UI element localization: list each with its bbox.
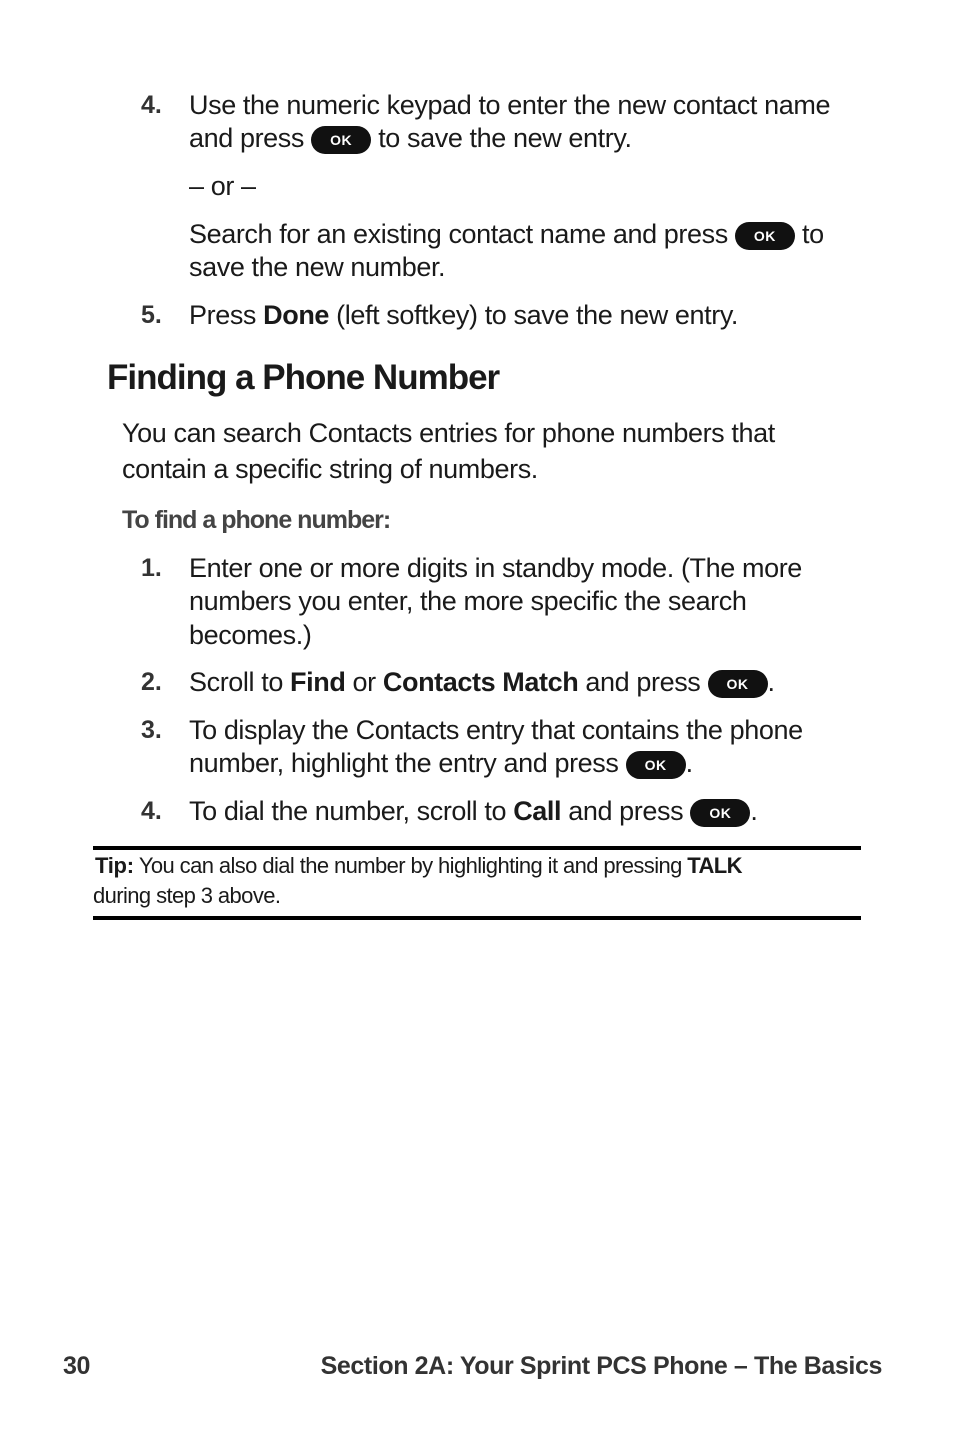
- step-text-part: Press: [189, 300, 257, 330]
- menu-option-label: Contacts Match: [382, 667, 579, 697]
- section-heading: Finding a Phone Number: [107, 358, 500, 397]
- ok-key-icon: OK: [626, 751, 686, 779]
- tip-text: during step 3 above.: [93, 883, 281, 908]
- step-text: save the new number.: [189, 252, 446, 282]
- tip-text: [95, 851, 742, 881]
- step-text-part: .: [685, 748, 693, 778]
- step-text-part: (left softkey) to save the new entry.: [336, 300, 739, 330]
- menu-option-label: Find: [290, 667, 346, 697]
- step-text: [189, 746, 693, 780]
- softkey-label: Done: [263, 300, 330, 330]
- step-text-part: .: [750, 796, 758, 826]
- tip-bottom-rule: [93, 916, 861, 920]
- step-text: [189, 665, 775, 699]
- step-number: 1.: [141, 554, 162, 582]
- step-text: Use the numeric keypad to enter the new contact name: [189, 90, 831, 120]
- ok-key-icon: OK: [708, 670, 768, 698]
- step-number: 4.: [141, 91, 162, 119]
- step-text-part: to: [802, 219, 824, 249]
- step-text-part: Scroll to: [189, 667, 283, 697]
- step-text: numbers you enter, the more specific the search: [189, 586, 747, 616]
- step-text: To display the Contacts entry that contains the phone: [189, 715, 803, 745]
- intro-text: contain a specific string of numbers.: [122, 454, 538, 484]
- or-separator: – or –: [189, 171, 256, 201]
- step-text: [189, 298, 738, 332]
- talk-key-label: TALK: [687, 853, 742, 878]
- tip-top-rule: [93, 846, 861, 850]
- step-text: [189, 121, 632, 155]
- step-text: [189, 217, 824, 251]
- tip-label: Tip:: [95, 853, 134, 878]
- menu-option-label: Call: [513, 796, 562, 826]
- ok-key-icon: OK: [735, 222, 795, 250]
- intro-text: You can search Contacts entries for phone numbers that: [122, 418, 775, 448]
- step-text-part: or: [352, 667, 376, 697]
- step-number: 3.: [141, 716, 162, 744]
- step-text-part: .: [767, 667, 775, 697]
- step-number: 4.: [141, 797, 162, 825]
- step-text-part: and press: [568, 796, 684, 826]
- step-text-part: to save the new entry.: [378, 123, 632, 153]
- step-number: 2.: [141, 668, 162, 696]
- tip-text-part: You can also dial the number by highlighting it and pressing: [138, 853, 682, 878]
- step-text: Enter one or more digits in standby mode. (The more: [189, 553, 802, 583]
- page-number: 30: [63, 1352, 91, 1380]
- step-text-part: To dial the number, scroll to: [189, 796, 507, 826]
- step-text: becomes.): [189, 620, 312, 650]
- procedure-heading: To find a phone number:: [122, 506, 391, 534]
- step-text: [189, 794, 757, 828]
- ok-key-icon: OK: [690, 799, 750, 827]
- step-text-part: number, highlight the entry and press: [189, 748, 619, 778]
- step-text-part: Search for an existing contact name and press: [189, 219, 728, 249]
- ok-key-icon: OK: [311, 126, 371, 154]
- step-text-part: and press: [585, 667, 701, 697]
- step-number: 5.: [141, 301, 162, 329]
- footer-section-title: Section 2A: Your Sprint PCS Phone – The Basics: [320, 1352, 882, 1380]
- step-text-part: and press: [189, 123, 304, 153]
